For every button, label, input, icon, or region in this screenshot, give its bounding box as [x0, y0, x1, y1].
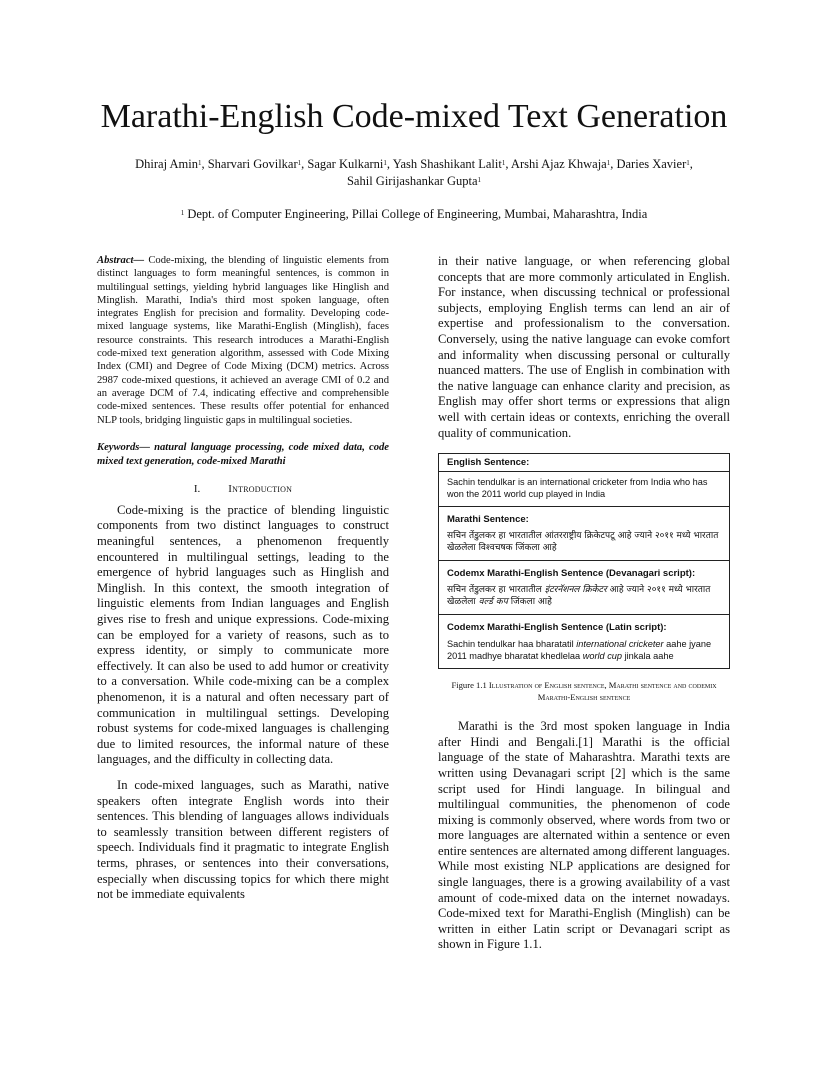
- figure-text: सचिन तेंडुलकर हा भारतातील इंटरनॅशनल क्रिकेटर आहे ज्याने २०११ मध्ये भारतात खेळलेला वर्ल्ड कप जिंकला आहे: [447, 585, 711, 608]
- figure-label: Marathi Sentence:: [447, 514, 529, 526]
- figure-label: Codemx Marathi-English Sentence (Latin script):: [447, 622, 667, 634]
- abstract: Abstract— Code-mixing, the blending of linguistic elements from distinct languages to form meaningful sentences, is common in multilingual settings, yielding hybrid languages like Hinglish and Minglish. Marathi, India's third most spoken language, often integrates English for precision and formality. Developing code-mixed language systems, like Marathi-English (Minglish), faces resource constraints. This research introduces a Marathi-English code-mixed text generation algorithm, assessed with Code Mixing Index (CMI) and Degree of Code Mixing (DCM) metrics. Across 2987 code-mixed questions, it achieved an average CMI of 0.2 and an average DCM of 7.4, indicating effective and comprehensible code-mixed sentences. These results offer potential for enhanced NLP tools, bridging linguistic gaps in multilingual societies.: [97, 255, 389, 426]
- figure-text: सचिन तेंडुलकर हा भारतातील आंतरराष्ट्रीय क्रिकेटपटू आहे ज्याने २०११ मध्ये भारतात खेळलेला विश्वचषक जिंकला आहे: [447, 531, 719, 554]
- intro-paragraph: In code-mixed languages, such as Marathi, native speakers often integrate English words into their sentences. This blending of languages allows individuals to seamlessly transition between different registers of speech. Individuals find it pragmatic to integrate English terms, phrases, or sentences into their conversations, especially when discussing topics for which there might not be immediate equivalents: [97, 777, 389, 902]
- intro-paragraph: Code-mixing is the practice of blending linguistic components from two distinct languages to construct meaningful sentences, a phenomenon frequently encountered in multilingual settings, leading to the emergence of hybrid languages such as Hinglish and Minglish. In this context, the smooth integration of linguistic elements from Indian languages and English gives rise to fresh and unique expressions. Code-mixing can be employed for a variety of reasons, such as to express identity, or simply to communicate more effectively. It can also be used to add humor or creativity to a conversation. While code-mixing can be a complex phenomenon, it is a natural and often necessary part of communication in multilingual settings. Developing robust systems for code-mixed languages is challenging due to limited resources, the informal nature of these languages, and the difficulty in collecting data.: [97, 502, 389, 767]
- body-paragraph: Marathi is the 3rd most spoken language in India after Hindi and Bengali.[1] Marathi is the official language of the state of Maharashtra. Marathi texts are written using Devanagari script [2] which is the same script used for Hindi language. In bilingual and multilingual communities, the phenomenon of code mixing is commonly observed, where words from two or more languages are alternated within a sentence or even entire sentences are alternated among different languages. While most existing NLP applications are designed for single languages, there is a growing availability of a vast amount of code-mixed data on the internet nowadays. Code-mixed text for Marathi-English (Minglish) can be written in either Latin script or Devanagari script as shown in Figure 1.1.: [438, 719, 730, 952]
- figure-label: English Sentence:: [439, 457, 729, 472]
- section-heading: I. Introduction: [193, 482, 293, 495]
- figure-caption: Figure 1.1 Illustration of English sentence, Marathi sentence and codemix Marathi-English sentence: [451, 680, 717, 703]
- author: Dhiraj Amin$^1$,: [135, 157, 208, 171]
- author: Arshi Ajaz Khwaja$^1$,: [510, 157, 617, 171]
- author: Daries Xavier$^1$,: [616, 157, 693, 171]
- figure-1-1: [438, 453, 730, 669]
- body-paragraph: in their native language, or when referencing global concepts that are more commonly articulated in English. For instance, when discussing technical or professional subjects, employing English terms can lend an air of expertise and professionalism to the conversation. Conversely, using the native language can evoke comfort and informality when discussing personal or culturally nuanced matters. The use of English in combination with the native language can enhance clarity and precision, as English may offer short terms or expressions that align well with certain ideas or contexts, enriching the overall quality of communication.: [438, 254, 730, 440]
- author: Sagar Kulkarni$^1$,: [307, 157, 393, 171]
- author: Sahil Girijashankar Gupta$^1$: [346, 174, 482, 188]
- figure-label: Codemx Marathi-English Sentence (Devanagari script):: [447, 568, 696, 580]
- figure-text: Sachin tendulkar is an international cricketer from India who has won the 2011 world cup played in India: [447, 477, 708, 500]
- author-list: [100, 156, 728, 190]
- keywords: Keywords— natural language processing, code mixed data, code mixed text generation, code-mixed Marathi: [97, 441, 389, 467]
- left-column: [97, 254, 389, 903]
- right-column: [438, 254, 730, 953]
- author: Sharvari Govilkar$^1$,: [207, 157, 308, 171]
- paper-title: Marathi-English Code-mixed Text Generation: [100, 98, 728, 135]
- author: Yash Shashikant Lalit$^1$,: [392, 157, 511, 171]
- affiliation: $^1$ Dept. of Computer Engineering, Pillai College of Engineering, Mumbai, Maharashtra, India: [180, 207, 648, 221]
- figure-text: Sachin tendulkar haa bharatatil international cricketer aahe jyane 2011 madhye bharatat khedlelaa world cup jinkala aahe: [447, 639, 712, 662]
